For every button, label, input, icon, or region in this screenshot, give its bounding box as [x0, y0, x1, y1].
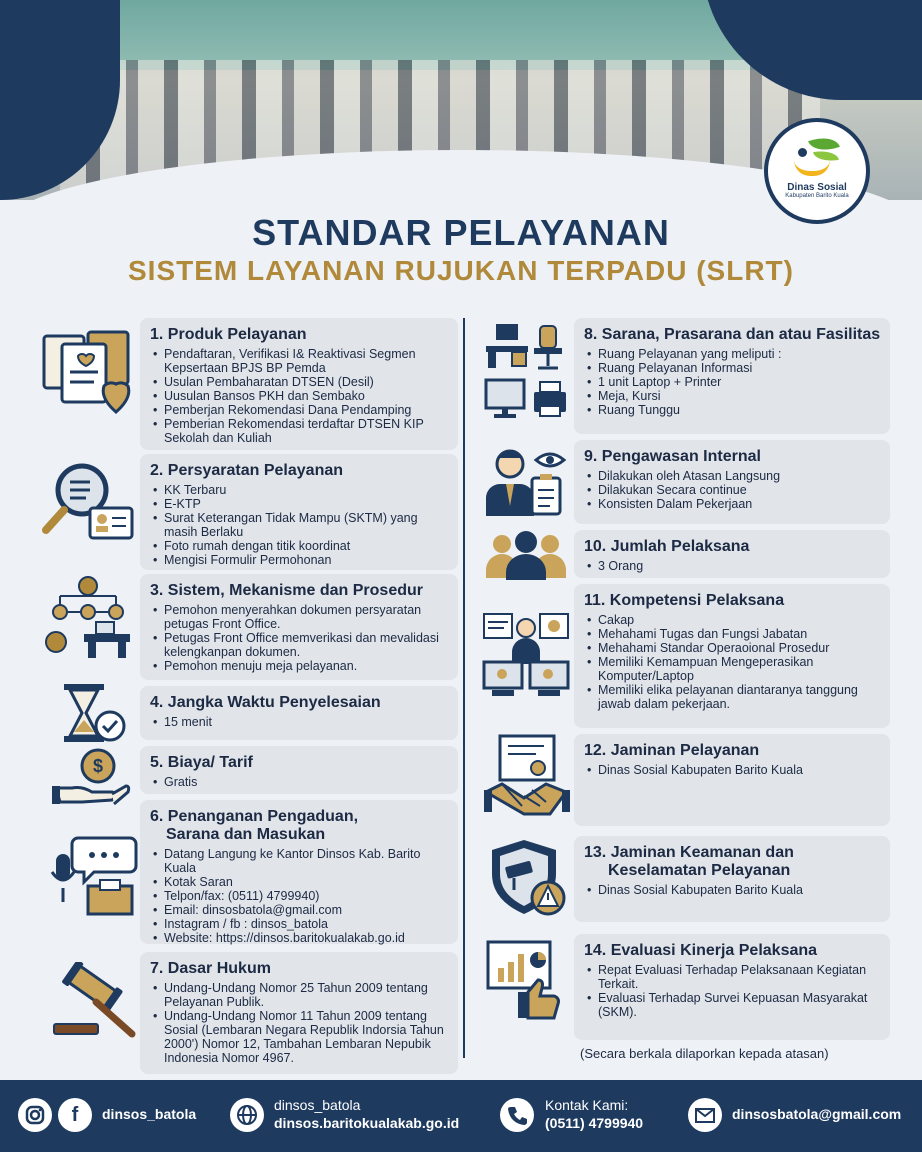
list-item: • Mehahami Standar Operaoional Prosedur: [584, 641, 882, 655]
list-item: • 15 menit: [150, 715, 450, 729]
section-card-10: [574, 530, 890, 578]
list-item: • Foto rumah dengan titik koordinat: [150, 539, 450, 553]
three-people-icon: [484, 530, 568, 580]
footer: [0, 1080, 922, 1152]
section-title-line2: Keselamatan Pelayanan: [608, 862, 791, 879]
section-title: 9. Pengawasan Internal: [584, 448, 761, 465]
section-card-2: [140, 454, 458, 570]
list-item: • Pemberian Rekomendasi terdaftar DTSEN KIP Sekolah dan Kuliah: [150, 417, 450, 445]
web-label: dinsos_batola: [274, 1097, 361, 1113]
list-item: • Ruang Pelayanan yang meliputi :: [584, 347, 882, 361]
logo-mark-icon: [792, 136, 842, 180]
list-item: • Ruang Pelayanan Informasi: [584, 361, 882, 375]
list-item: • Memiliki elika pelayanan diantaranya tanggung jawab dalam pekerjaan.: [584, 683, 882, 711]
email-address[interactable]: dinsosbatola@gmail.com: [732, 1106, 902, 1122]
website-link[interactable]: dinsos.baritokualakab.go.id: [274, 1115, 460, 1131]
list-item: • Surat Keterangan Tidak Mampu (SKTM) yang masih Berlaku: [150, 511, 450, 539]
section-title-line2: Sarana dan Masukan: [166, 826, 326, 843]
list-item: • Dilakukan Secara continue: [584, 483, 882, 497]
section-title: 10. Jumlah Pelaksana: [584, 538, 750, 555]
contact-label: Kontak Kami:: [545, 1097, 629, 1113]
list-item: • Repat Evaluasi Terhadap Pelaksanaan Kegiatan Terkait.: [584, 963, 882, 991]
section-card-5: [140, 746, 458, 794]
section-title: 8. Sarana, Prasarana dan atau Fasilitas: [584, 326, 881, 343]
list-item: • E-KTP: [150, 497, 450, 511]
list-item: • Memiliki Kemampuan Mengeperasikan Komputer/Laptop: [584, 655, 882, 683]
supervisor-eye-icon: [484, 444, 568, 520]
list-item: • Website: https://dinsos.baritokualakab.go.id: [150, 931, 450, 945]
section-card-6: [140, 800, 458, 944]
section-title: 11. Kompetensi Pelaksana: [584, 592, 785, 609]
section-title: 12. Jaminan Pelayanan: [584, 742, 760, 759]
list-item: • Gratis: [150, 775, 450, 789]
section-title: 3. Sistem, Mekanisme dan Prosedur: [150, 582, 423, 599]
section-card-4: [140, 686, 458, 740]
email-icon: [688, 1098, 722, 1132]
section-card-9: [574, 440, 890, 524]
handshake-certificate-icon: [484, 734, 570, 820]
section-card-13: [574, 836, 890, 922]
list-item: • Dinas Sosial Kabupaten Barito Kuala: [584, 883, 882, 897]
list-item: • Petugas Front Office memverikasi dan mevalidasi kelengkanpan dokumen.: [150, 631, 450, 659]
section-card-3: [140, 574, 458, 680]
list-item: • KK Terbaru: [150, 483, 450, 497]
microphone-chat-box-icon: [48, 832, 138, 916]
list-item: • Ruang Tunggu: [584, 403, 882, 417]
documents-heart-icon: [38, 322, 134, 418]
shield-camera-warning-icon: [488, 838, 568, 918]
section-title: 1. Produk Pelayanan: [150, 326, 307, 343]
section-title: 7. Dasar Hukum: [150, 960, 271, 977]
list-item: • Pendaftaran, Verifikasi I& Reaktivasi Segmen Kepsertaan BPJS BP Pemda: [150, 347, 450, 375]
section-title: 13. Jaminan Keamanan dan: [584, 844, 794, 861]
footnote: (Secara berkala dilaporkan kepada atasan): [580, 1046, 829, 1061]
list-item: • Email: dinsosbatola@gmail.com: [150, 903, 450, 917]
hand-coin-icon: [52, 746, 132, 810]
instagram-icon[interactable]: [18, 1098, 52, 1132]
list-item: • Dilakukan oleh Atasan Langsung: [584, 469, 882, 483]
list-item: • Usulan Pembaharatan DTSEN (Desil): [150, 375, 450, 389]
list-item: • Evaluasi Terhadap Survei Kepuasan Masyarakat (SKM).: [584, 991, 882, 1019]
gavel-icon: [50, 962, 140, 1040]
list-item: • Mehahami Tugas dan Fungsi Jabatan: [584, 627, 882, 641]
list-item: • Instagram / fb : dinsos_batola: [150, 917, 450, 931]
presenter-screens-icon: [482, 610, 570, 702]
logo-subtitle: Kabupaten Barito Kuala: [785, 193, 849, 199]
section-title: 2. Persyaratan Pelayanan: [150, 462, 344, 479]
list-item: • Meja, Kursi: [584, 389, 882, 403]
chart-thumbs-up-icon: [484, 938, 568, 1022]
phone-number[interactable]: (0511) 4799940: [545, 1115, 644, 1131]
list-item: • Undang-Undang Nomor 11 Tahun 2009 tentang Sosial (Lembaran Negara Republik Indorsia Tahun 2000') Nomor 12, Tambahan Lembaran Nepubik Indonesia Nomor 4967.: [150, 1009, 450, 1065]
facebook-icon[interactable]: f: [58, 1098, 92, 1132]
list-item: • Undang-Undang Nomor 25 Tahun 2009 tentang Pelayanan Publik.: [150, 981, 450, 1009]
list-item: • Uusulan Bansos PKH dan Sembako: [150, 389, 450, 403]
phone-icon: [500, 1098, 534, 1132]
section-title: 4. Jangka Waktu Penyelesaian: [150, 694, 381, 711]
dinas-sosial-logo: [764, 118, 870, 224]
section-card-14: [574, 934, 890, 1040]
list-item: • 1 unit Laptop + Printer: [584, 375, 882, 389]
list-item: • Pemberjan Rekomendasi Dana Pendamping: [150, 403, 450, 417]
page-title: STANDAR PELAYANAN: [252, 212, 670, 253]
section-title: 6. Penanganan Pengaduan,: [150, 808, 359, 825]
hourglass-check-icon: [58, 682, 128, 744]
list-item: • Dinas Sosial Kabupaten Barito Kuala: [584, 763, 882, 777]
logo-name: Dinas Sosial: [787, 182, 847, 193]
list-item: • Pemohon menuju meja pelayanan.: [150, 659, 450, 673]
magnifier-id-card-icon: [40, 456, 136, 546]
svg-text:$: $: [92, 756, 104, 776]
list-item: • Telpon/fax: (0511) 4799940): [150, 889, 450, 903]
globe-icon: [230, 1098, 264, 1132]
list-item: • Cakap: [584, 613, 882, 627]
list-item: • Kotak Saran: [150, 875, 450, 889]
section-title: 14. Evaluasi Kinerja Pelaksana: [584, 942, 818, 959]
list-item: • Pemohon menyerahkan dokumen persyaratan petugas Front Office.: [150, 603, 450, 631]
column-divider: [463, 318, 465, 1058]
list-item: • 3 Orang: [584, 559, 882, 573]
section-card-1: [140, 318, 458, 450]
list-item: • Konsisten Dalam Pekerjaan: [584, 497, 882, 511]
list-item: • Mengisi Formulir Permohonan: [150, 553, 450, 567]
section-card-7: [140, 952, 458, 1074]
page-subtitle: SISTEM LAYANAN RUJUKAN TERPADU (SLRT): [127, 255, 794, 286]
list-item: • Datang Langung ke Kantor Dinsos Kab. Barito Kuala: [150, 847, 450, 875]
section-title: 5. Biaya/ Tarif: [150, 754, 253, 771]
section-card-12: [574, 734, 890, 826]
desk-computer-printer-icon: [482, 322, 568, 420]
section-card-8: [574, 318, 890, 434]
workflow-gears-icon: [42, 574, 134, 660]
social-handle[interactable]: dinsos_batola: [102, 1106, 197, 1122]
section-card-11: [574, 584, 890, 728]
